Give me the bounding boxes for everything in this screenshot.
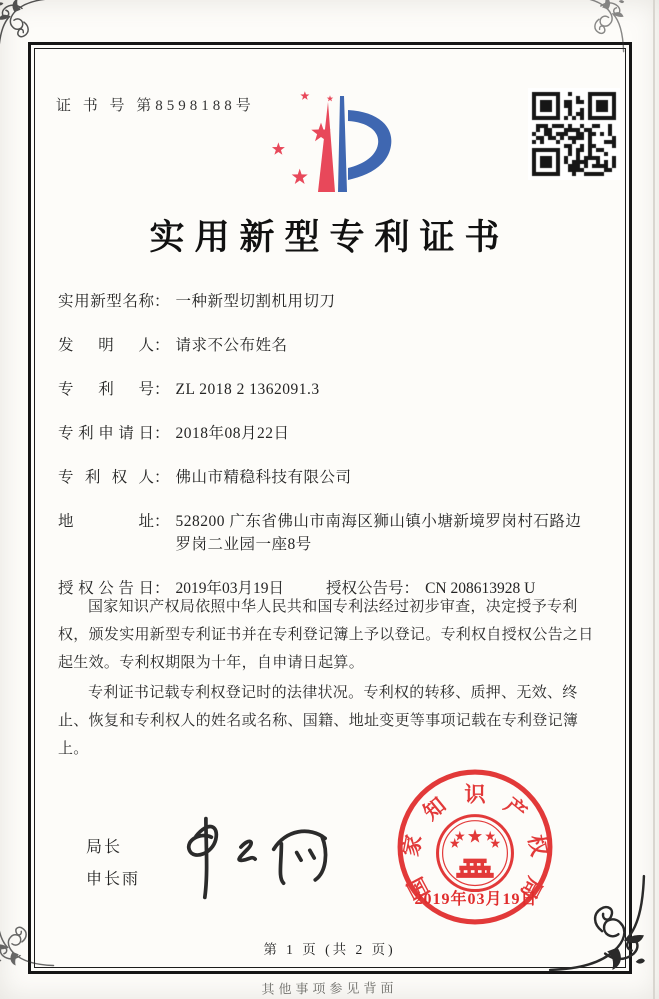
colon: ： bbox=[403, 580, 420, 597]
grant-date-label: 授权公告日 bbox=[58, 580, 154, 597]
field-value: 佛山市精稳科技有限公司 bbox=[175, 469, 352, 486]
back-side-note: 其他事项参见背面 bbox=[261, 980, 398, 997]
colon: ： bbox=[154, 513, 170, 530]
field-label: 发明人 bbox=[58, 337, 154, 354]
national-emblem-icon bbox=[438, 816, 513, 891]
colon: ： bbox=[154, 293, 170, 310]
field-label: 实用新型名称 bbox=[58, 293, 154, 310]
svg-text:国: 国 bbox=[403, 873, 435, 904]
certificate-title: 实用新型专利证书 bbox=[149, 218, 510, 257]
legal-paragraph-2: 专利证书记载专利权登记时的法律状况。专利权的转移、质押、无效、终止、恢复和专利权人的姓名或名称、国籍、地址变更等事项记载在专利登记簿上。 bbox=[58, 685, 579, 757]
fields-section bbox=[58, 290, 597, 600]
field-value: 2018年08月22日 bbox=[175, 425, 290, 442]
svg-text:产: 产 bbox=[499, 792, 532, 825]
commissioner-title: 局长 bbox=[86, 839, 123, 856]
seal-date: 2019年03月19日 bbox=[414, 891, 538, 908]
grant-number-value: CN 208613928 U bbox=[425, 580, 536, 597]
field-label: 专利申请日 bbox=[58, 425, 154, 442]
colon: ： bbox=[154, 469, 170, 486]
handwritten-signature bbox=[172, 814, 347, 902]
grant-date-value: 2019年03月19日 bbox=[175, 580, 285, 597]
scan-edge-line bbox=[653, 0, 655, 999]
svg-text:局: 局 bbox=[515, 873, 547, 904]
colon: ： bbox=[154, 425, 170, 442]
qr-code-icon bbox=[528, 88, 620, 180]
colon: ： bbox=[154, 337, 170, 354]
field-value: 一种新型切割机用切刀 bbox=[175, 293, 336, 310]
svg-text:家: 家 bbox=[398, 832, 427, 859]
svg-text:识: 识 bbox=[464, 782, 486, 807]
field-value: 请求不公布姓名 bbox=[175, 337, 288, 354]
field-label: 专利权人 bbox=[58, 469, 154, 486]
svg-text:知: 知 bbox=[418, 792, 451, 825]
page-number: 第 1 页 (共 2 页) bbox=[263, 942, 396, 957]
field-row bbox=[58, 290, 597, 313]
field-row bbox=[58, 334, 597, 357]
field-rows bbox=[58, 290, 597, 556]
field-label: 地址 bbox=[58, 513, 154, 530]
field-row bbox=[58, 466, 597, 489]
field-row bbox=[58, 510, 597, 556]
colon: ： bbox=[154, 580, 170, 597]
grant-number-label: 授权公告号 bbox=[326, 580, 404, 597]
legal-text-section bbox=[58, 594, 601, 767]
field-value: ZL 2018 2 1362091.3 bbox=[175, 381, 320, 398]
field-row bbox=[58, 422, 597, 445]
svg-text:权: 权 bbox=[523, 832, 552, 859]
legal-paragraph-1: 国家知识产权局依照中华人民共和国专利法经过初步审查，决定授予专利权，颁发实用新型专利证书并在专利登记簿上予以登记。专利权自授权公告之日起生效。专利权期限为十年，自申请日起算。 bbox=[58, 599, 594, 671]
field-label: 专利号 bbox=[58, 381, 154, 398]
field-value: 528200 广东省佛山市南海区狮山镇小塘新境罗岗村石路边罗岗二业园一座8号 bbox=[175, 513, 582, 553]
colon: ： bbox=[154, 381, 170, 398]
certificate-number: 证 书 号 第8598188号 bbox=[56, 98, 255, 114]
commissioner-name: 申长雨 bbox=[86, 871, 141, 888]
field-row bbox=[58, 378, 597, 401]
cnipa-logo-icon bbox=[264, 88, 408, 206]
